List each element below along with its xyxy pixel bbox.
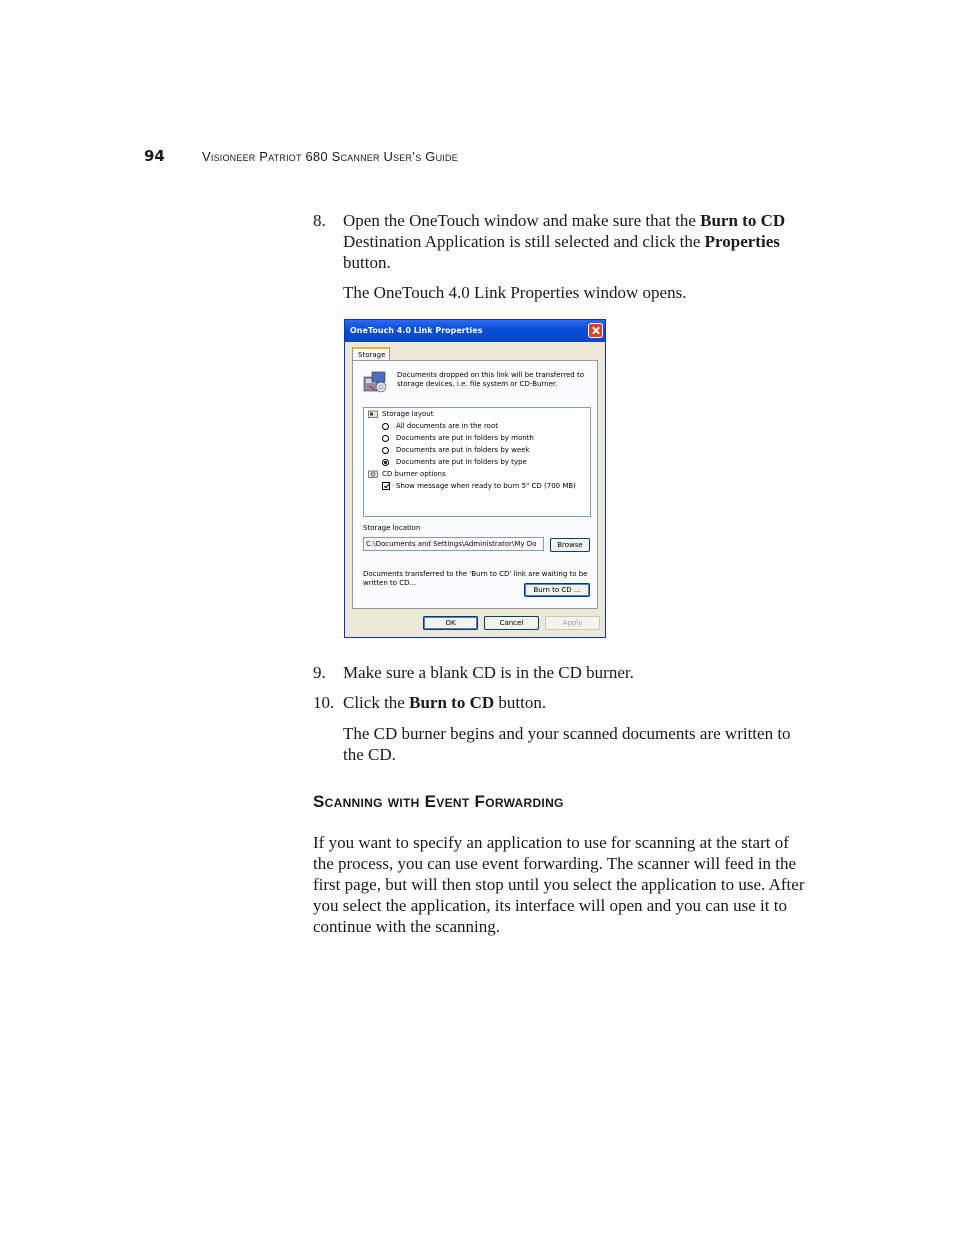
step-text-part: Click the xyxy=(343,693,410,712)
option-label: Documents are put in folders by week xyxy=(396,446,530,454)
intro-text: Documents dropped on this link will be transferred to storage devices, i.e. file system or CD-Burner. xyxy=(397,371,585,388)
radio-root[interactable] xyxy=(382,423,389,430)
storage-layout-label: Storage layout xyxy=(382,410,434,418)
folder-icon xyxy=(368,410,378,418)
bold-term: Properties xyxy=(704,232,780,251)
step-9 xyxy=(313,662,813,684)
dialog-title: OneTouch 4.0 Link Properties xyxy=(350,326,483,335)
option-label: Documents are put in folders by month xyxy=(396,434,534,442)
step-text-part: Open the OneTouch window and make sure that the xyxy=(343,211,701,230)
running-title: Visioneer Patriot 680 Scanner User’s Guide xyxy=(202,149,458,164)
storage-location-input[interactable]: C:\Documents and Settings\Administrator\My Do xyxy=(363,537,544,551)
apply-button[interactable]: Apply xyxy=(545,616,600,630)
tab-storage[interactable] xyxy=(352,347,390,361)
step-text-part: Destination Application is still selected and click the xyxy=(343,232,705,251)
waiting-text: Documents transferred to the 'Burn to CD' link are waiting to be written to CD... xyxy=(363,570,588,587)
step-8 xyxy=(313,210,813,276)
cd-burner-icon xyxy=(368,470,378,478)
radio-type[interactable] xyxy=(382,459,389,466)
page-header xyxy=(144,147,644,169)
option-label: All documents are in the root xyxy=(396,422,498,430)
step-number: 8. xyxy=(313,211,326,230)
link-properties-dialog xyxy=(344,319,606,638)
option-label: Documents are put in folders by type xyxy=(396,458,527,466)
step-10 xyxy=(313,692,813,714)
burn-to-cd-button[interactable]: Burn to CD ... xyxy=(524,583,590,597)
storage-options-tree xyxy=(363,407,591,517)
step-number: 9. xyxy=(313,663,326,682)
bold-term: Burn to CD xyxy=(700,211,786,230)
step-text xyxy=(343,210,813,273)
cd-burner-options-label: CD burner options xyxy=(382,470,446,478)
tab-label: Storage xyxy=(358,351,386,359)
radio-week[interactable] xyxy=(382,447,389,454)
step-text-part: button. xyxy=(494,693,547,712)
page-number: 94 xyxy=(144,147,165,165)
dialog-titlebar[interactable] xyxy=(345,320,605,342)
storage-tab-panel xyxy=(352,360,598,609)
step-text: Make sure a blank CD is in the CD burner. xyxy=(343,663,634,682)
step-text xyxy=(343,692,813,713)
after-burn-text: The CD burner begins and your scanned documents are written to the CD. xyxy=(343,724,791,764)
window-opens-text: The OneTouch 4.0 Link Properties window opens. xyxy=(343,283,687,302)
ok-button[interactable]: OK xyxy=(423,616,478,630)
section-heading: Scanning with Event Forwarding xyxy=(313,792,564,811)
browse-button[interactable]: Browse xyxy=(550,538,590,552)
show-message-label: Show message when ready to burn 5" CD (700 MB) xyxy=(396,482,576,490)
bold-term: Burn to CD xyxy=(409,693,495,712)
storage-devices-icon xyxy=(363,371,387,393)
step-text-part: button. xyxy=(343,253,391,272)
step-number: 10. xyxy=(313,693,335,712)
radio-month[interactable] xyxy=(382,435,389,442)
storage-location-label: Storage location xyxy=(363,524,421,532)
close-icon[interactable] xyxy=(588,323,603,338)
section-paragraph: If you want to specify an application to use for scanning at the start of the process, you can use event forwarding. The scanner will feed in the first page, but will then stop until you select the application to use. After you select the application, its interface will open and you can use it to continue with the scanning. xyxy=(313,833,805,936)
cancel-button[interactable]: Cancel xyxy=(484,616,539,630)
show-message-checkbox[interactable] xyxy=(382,482,390,490)
